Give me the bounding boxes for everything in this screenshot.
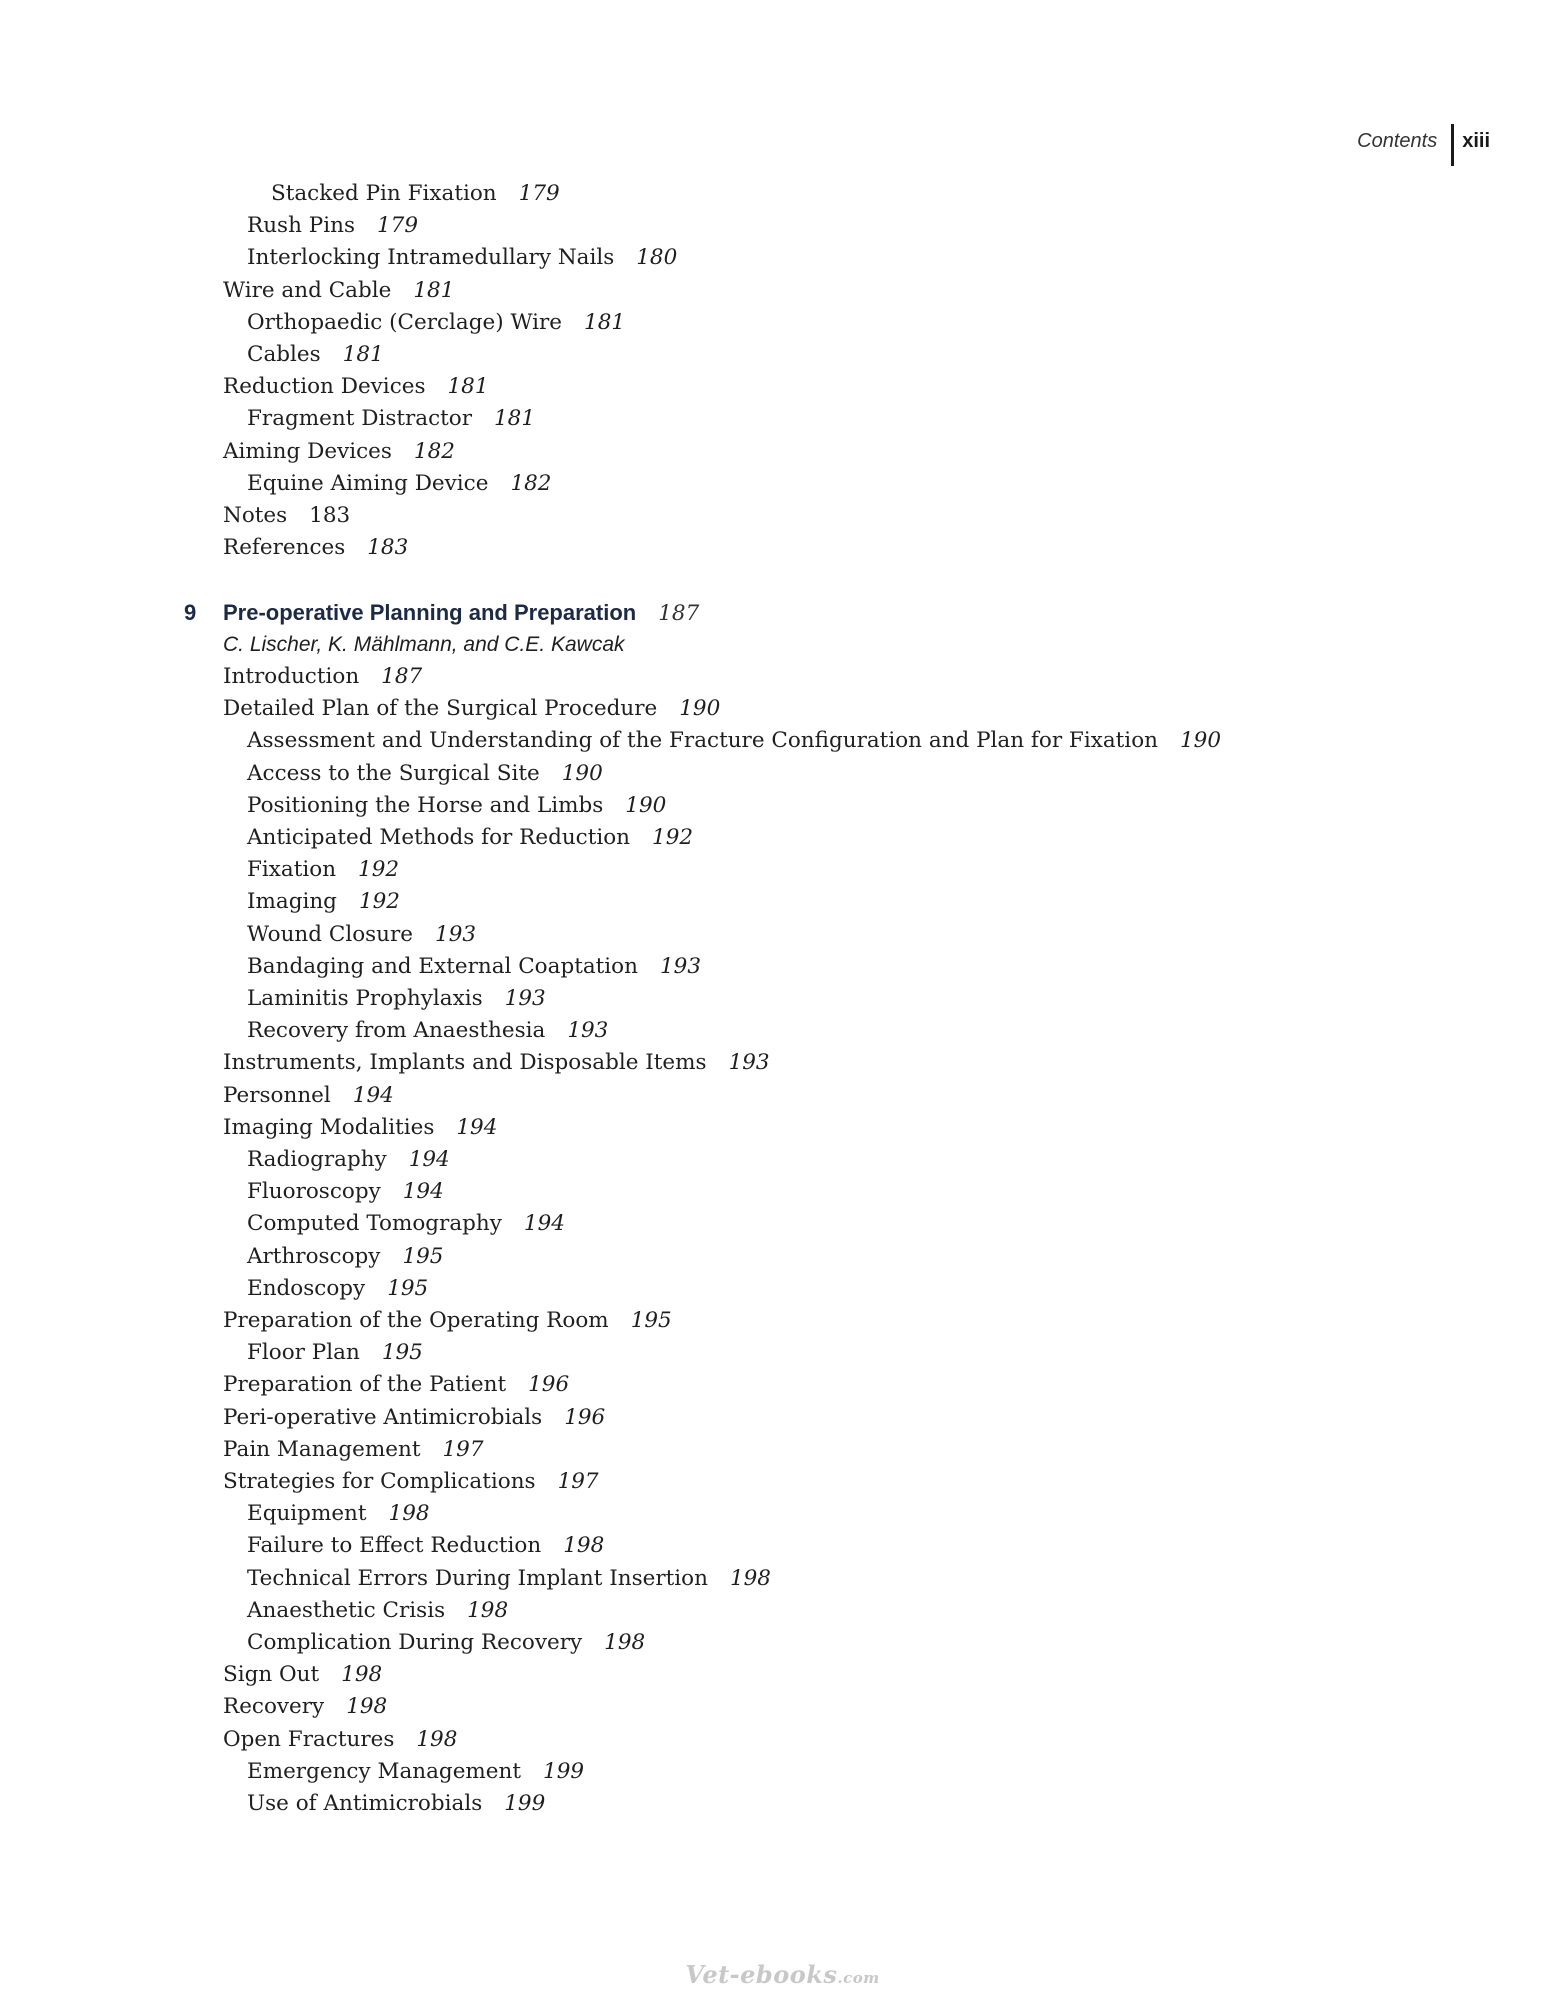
toc-entry-title: Fluoroscopy [247,1179,381,1205]
toc-entry-page: 193 [728,1050,770,1076]
toc-entry[interactable] [247,1339,423,1367]
toc-entry[interactable] [247,727,1221,755]
toc-entry-page: 181 [494,406,536,432]
running-head-section: Contents [1357,129,1438,152]
toc-entry[interactable] [223,534,408,562]
toc-entry-title: Sign Out [223,1662,320,1688]
toc-entry-title: Floor Plan [247,1340,360,1366]
toc-entry-title: Wire and Cable [223,277,392,303]
toc-entry-title: Detailed Plan of the Surgical Procedure [223,696,658,722]
toc-entry-page: 181 [447,374,489,400]
toc-entry[interactable] [247,309,625,337]
toc-entry-title: Imaging Modalities [223,1114,435,1140]
toc-entry[interactable] [247,985,546,1013]
toc-entry-title: Laminitis Prophylaxis [247,986,483,1011]
toc-entry-page: 197 [557,1469,599,1494]
toc-entry[interactable] [247,856,399,884]
toc-entry-title: Anticipated Methods for Reduction [247,825,631,850]
toc-entry-page: 195 [630,1308,672,1333]
toc-entry-title: Equine Aiming Device [247,470,489,496]
toc-entry-title: Preparation of the Patient [223,1372,507,1398]
toc-entry-title: Arthroscopy [247,1243,381,1269]
toc-entry-title: Interlocking Intramedullary Nails [247,245,615,271]
toc-entry[interactable] [247,1565,771,1593]
toc-entry-title: Preparation of the Operating Room [223,1308,609,1333]
toc-entry-title: Access to the Surgical Site [247,760,540,786]
watermark-logo [0,1960,1565,1989]
toc-entry-page: 197 [442,1436,484,1462]
toc-entry-title: Fragment Distractor [247,406,472,432]
toc-entry-title: Positioning the Horse and Limbs [247,792,604,818]
toc-entry[interactable] [247,244,677,272]
toc-entry[interactable] [247,341,384,369]
watermark-suffix: .com [837,1969,880,1987]
toc-entry-title: Emergency Management [247,1758,522,1784]
toc-entry[interactable] [247,1597,508,1625]
toc-entry-page: 183 [309,503,351,528]
toc-entry[interactable] [223,1049,770,1077]
toc-entry-page: 192 [358,889,400,915]
toc-entry[interactable] [223,438,455,466]
toc-entry[interactable] [247,470,552,498]
chapter-heading[interactable] [223,599,699,629]
toc-entry-page: 194 [456,1114,498,1140]
toc-entry-title: Recovery from Anaesthesia [247,1018,546,1044]
toc-entry-page: 194 [523,1211,565,1237]
toc-entry[interactable] [223,1726,457,1754]
toc-entry[interactable] [247,1243,444,1271]
toc-entry-page: 180 [636,245,678,271]
toc-entry-page: 198 [416,1726,458,1752]
toc-entry-title: Computed Tomography [247,1211,502,1237]
toc-entry[interactable] [223,1436,484,1464]
toc-entry-title: Introduction [223,664,360,689]
toc-entry-page: 181 [342,342,384,367]
toc-entry-title: Personnel [223,1082,331,1108]
toc-entry[interactable] [223,1661,382,1689]
toc-entry-page: 195 [381,1340,423,1366]
toc-entry-title: Imaging [247,889,337,915]
toc-entry-title: Strategies for Complications [223,1469,536,1494]
toc-entry-page: 198 [346,1694,388,1720]
page-number: xiii [1462,129,1490,152]
toc-entry[interactable] [223,1307,672,1335]
toc-entry[interactable] [247,1790,545,1818]
chapter-number: 9 [184,599,197,625]
toc-entry[interactable] [247,1178,444,1206]
toc-entry-page: 196 [564,1404,606,1430]
running-head [1357,124,1490,166]
toc-entry-page: 193 [567,1018,609,1044]
chapter-page: 187 [658,600,700,626]
toc-entry[interactable] [223,502,350,530]
toc-entry-page: 179 [518,181,560,206]
toc-entry-title: Instruments, Implants and Disposable Items [223,1050,707,1076]
toc-entry-page: 198 [388,1501,430,1527]
toc-entry-page: 182 [510,470,552,496]
toc-entry-title: Failure to Effect Reduction [247,1533,542,1559]
toc-entry-title: Fixation [247,857,337,883]
toc-entry-page: 198 [467,1597,509,1623]
toc-entry-title: Endoscopy [247,1275,366,1301]
toc-entry-title: Pain Management [223,1436,421,1462]
toc-entry[interactable] [247,1146,450,1174]
toc-entry-page: 198 [604,1630,646,1655]
toc-entry-title: Stacked Pin Fixation [271,181,497,206]
toc-entry-title: Radiography [247,1147,387,1172]
toc-entry-page: 182 [413,438,455,464]
chapter-authors: C. Lischer, K. Mählmann, and C.E. Kawcak [223,632,625,656]
toc-entry-page: 183 [367,535,409,561]
toc-entry-title: Use of Antimicrobials [247,1791,483,1816]
toc-entry[interactable] [247,405,535,433]
toc-entry[interactable] [247,953,701,981]
toc-entry-title: Complication During Recovery [247,1630,583,1655]
toc-entry-page: 190 [625,792,667,818]
toc-entry[interactable] [223,277,454,305]
toc-entry[interactable] [247,1017,608,1045]
toc-entry-title: Reduction Devices [223,374,426,400]
toc-entry-page: 181 [413,277,455,303]
toc-entry-title: Anaesthetic Crisis [247,1597,446,1623]
toc-entry[interactable] [223,1693,387,1721]
toc-entry[interactable] [247,824,693,852]
toc-entry-page: 187 [381,664,423,689]
toc-entry-title: Assessment and Understanding of the Fracture Configuration and Plan for Fixation [247,728,1158,754]
toc-entry-page: 193 [659,953,702,979]
toc-entry-page: 199 [504,1791,546,1816]
toc-entry-title: Technical Errors During Implant Insertion [247,1565,708,1591]
toc-entry-page: 192 [652,825,694,850]
toc-entry[interactable] [247,921,476,949]
toc-entry-page: 196 [528,1372,570,1398]
toc-entry[interactable] [223,1114,497,1142]
toc-entry-page: 194 [352,1082,394,1108]
toc-entry-title: Rush Pins [247,213,355,239]
toc-entry-page: 195 [402,1243,444,1269]
toc-entry-page: 199 [543,1758,585,1784]
toc-entry-page: 195 [387,1275,429,1301]
toc-entry-title: Wound Closure [247,921,414,947]
toc-entry-title: Open Fractures [223,1726,395,1752]
toc-entry-title: Bandaging and External Coaptation [247,953,638,979]
toc-entry[interactable] [247,1758,584,1786]
toc-entry-page: 194 [408,1147,450,1172]
toc-entry[interactable] [223,663,422,691]
toc-entry-title: Equipment [247,1501,367,1527]
toc-entry-title: Notes [223,503,288,528]
toc-entry-page: 193 [504,986,546,1011]
toc-entry-page: 194 [402,1179,444,1205]
toc-entry-page: 198 [563,1533,605,1559]
toc-entry[interactable] [271,180,560,208]
toc-entry-page: 193 [435,921,477,947]
toc-entry[interactable] [247,1500,430,1528]
toc-entry[interactable] [247,1210,565,1238]
chapter-title: Pre-operative Planning and Preparation [223,599,637,625]
toc-entry[interactable] [247,760,603,788]
toc-entry-page: 190 [1179,728,1222,754]
toc-entry-page: 190 [561,760,603,786]
toc-entry[interactable] [223,1371,569,1399]
toc-entry-title: Peri-operative Antimicrobials [223,1404,543,1430]
toc-entry[interactable] [223,373,489,401]
toc-entry-page: 198 [341,1662,383,1688]
toc-entry-title: Orthopaedic (Cerclage) Wire [247,309,563,335]
toc-entry[interactable] [223,1404,605,1432]
toc-entry-page: 198 [729,1565,771,1591]
toc-entry-title: Cables [247,342,321,367]
toc-entry[interactable] [223,1082,394,1110]
toc-entry[interactable] [247,1532,604,1560]
toc-entry-page: 190 [679,696,721,722]
toc-entry[interactable] [247,888,400,916]
toc-entry[interactable] [223,1468,599,1496]
toc-entry-page: 192 [358,857,400,883]
watermark-text: Vet-ebooks [685,1960,838,1989]
toc-entry[interactable] [247,212,418,240]
toc-entry-page: 179 [376,213,419,239]
toc-entry[interactable] [223,695,720,723]
toc-entry[interactable] [247,792,666,820]
toc-entry-title: References [223,535,346,561]
toc-entry[interactable] [247,1629,645,1657]
toc-entry-page: 181 [584,309,626,335]
toc-entry-title: Recovery [223,1694,325,1720]
toc-entry-title: Aiming Devices [223,438,392,464]
toc-entry[interactable] [247,1275,428,1303]
